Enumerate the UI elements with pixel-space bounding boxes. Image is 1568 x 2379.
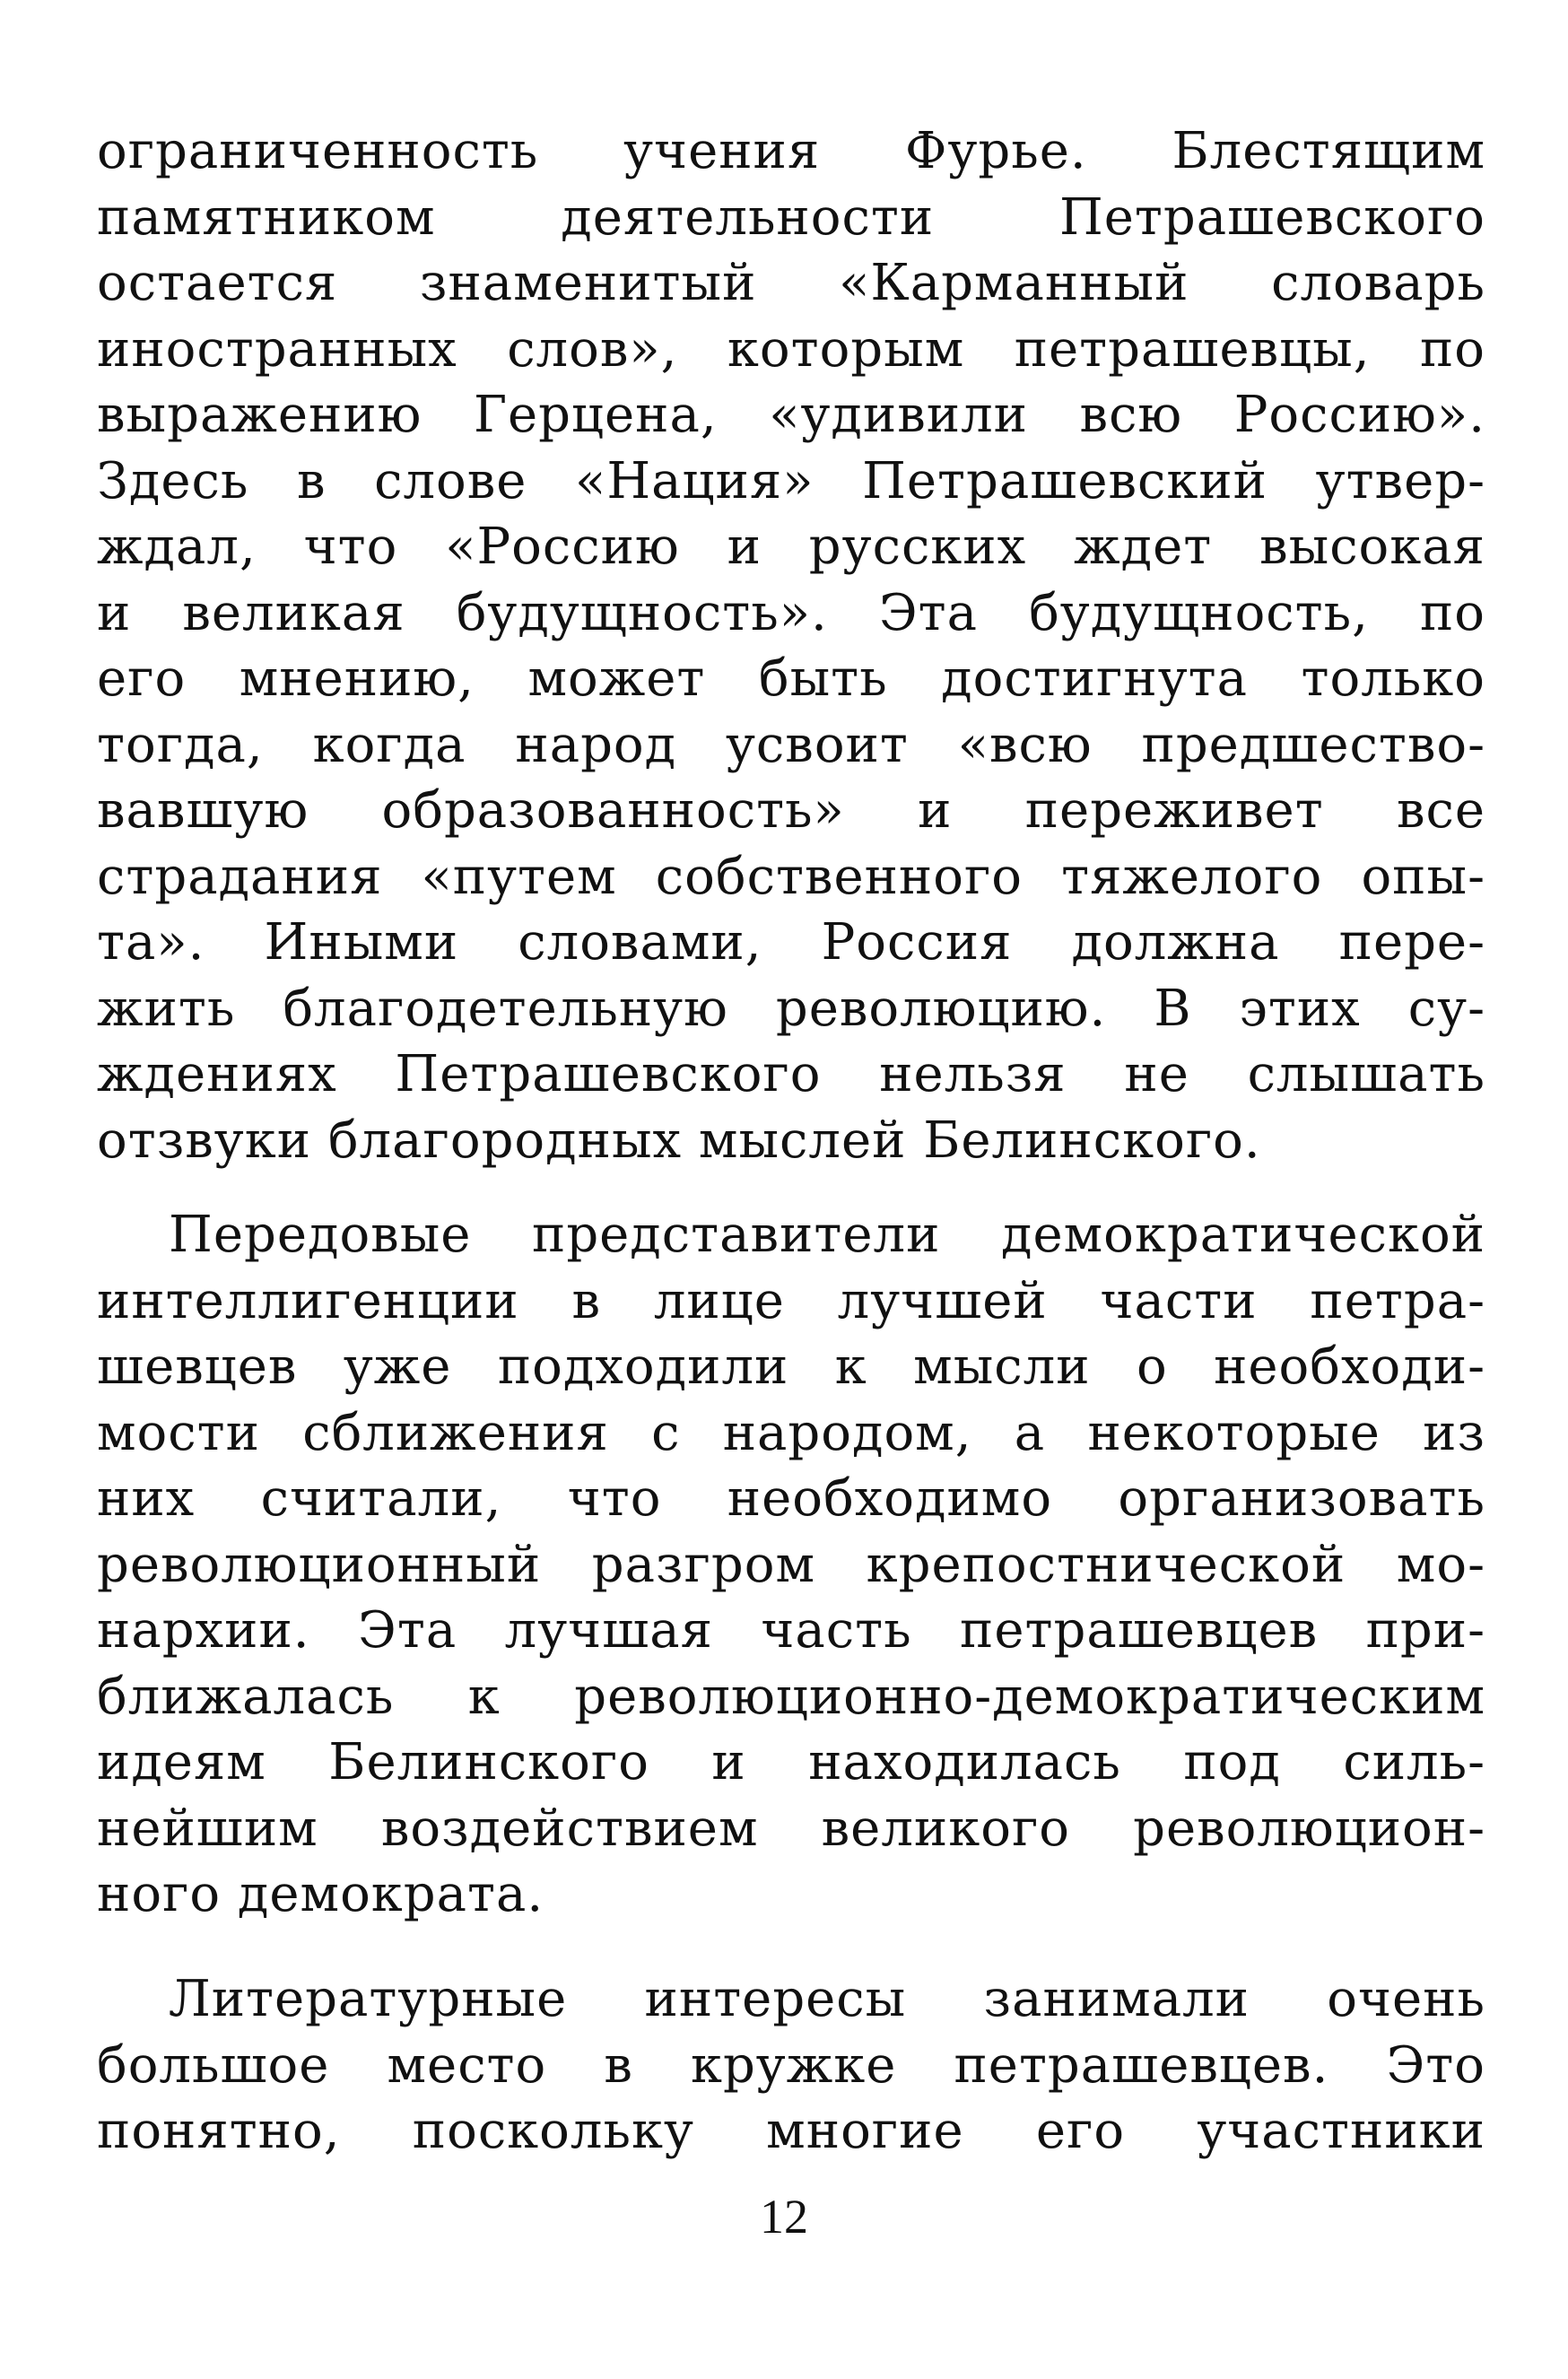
text-line: шевцев уже подходили к мысли о необходи- bbox=[97, 1338, 1485, 1396]
page-number: 12 bbox=[760, 2190, 808, 2244]
text-line: отзвуки благородных мыслей Белинского. bbox=[97, 1111, 1261, 1170]
text-line: большое место в кружке петрашевцев. Это bbox=[97, 2035, 1485, 2095]
text-line: его мнению, может быть достигнута только bbox=[97, 649, 1485, 708]
text-line: вавшую образованность» и переживет все bbox=[97, 781, 1485, 840]
text-line: и великая будущность». Эта будущность, по bbox=[97, 583, 1485, 642]
text-line: остается знаменитый «Карманный словарь bbox=[97, 254, 1485, 312]
text-line: них считали, что необходимо организовать bbox=[97, 1469, 1485, 1528]
text-line: нархии. Эта лучшая часть петрашевцев при- bbox=[97, 1601, 1485, 1660]
text-line: понятно, поскольку многие его участники bbox=[97, 2102, 1485, 2160]
text-line: ближалась к революционно-демократическим bbox=[97, 1667, 1485, 1726]
text-line: мости сближения с народом, а некоторые из bbox=[97, 1403, 1485, 1462]
text-line: идеям Белинского и находилась под силь- bbox=[97, 1733, 1485, 1791]
text-line: жить благодетельную революцию. В этих су- bbox=[97, 979, 1485, 1038]
text-line: нейшим воздействием великого революцион- bbox=[97, 1799, 1485, 1858]
paragraph bbox=[97, 1202, 1485, 1928]
paragraph-continuation bbox=[97, 118, 1485, 1173]
paragraph bbox=[97, 1966, 1485, 2165]
text-line: ограниченность учения Фурье. Блестящим bbox=[97, 122, 1485, 180]
text-line: интеллигенции в лице лучшей части петра- bbox=[97, 1271, 1485, 1330]
text-line: революционный разгром крепостнической мо- bbox=[97, 1535, 1485, 1594]
text-line: Литературные интересы занимали очень bbox=[169, 1970, 1485, 2028]
text-line: Здесь в слове «Нация» Петрашевский утвер- bbox=[97, 451, 1485, 510]
text-line: ждениях Петрашевского нельзя не слышать bbox=[97, 1045, 1485, 1103]
text-line: тогда, когда народ усвоит «всю предшество- bbox=[97, 715, 1485, 774]
text-line: памятником деятельности Петрашевского bbox=[97, 187, 1485, 247]
text-line: страдания «путем собственного тяжелого опы- bbox=[97, 847, 1485, 906]
text-line: ного демократа. bbox=[97, 1865, 544, 1923]
text-line: иностранных слов», которым петрашевцы, по bbox=[97, 319, 1485, 379]
text-line: Передовые представители демократической bbox=[169, 1206, 1485, 1264]
text-line: та». Иными словами, Россия должна пере- bbox=[97, 913, 1485, 972]
text-line: ждал, что «Россию и русских ждет высокая bbox=[97, 518, 1485, 576]
text-line: выражению Герцена, «удивили всю Россию». bbox=[97, 386, 1485, 444]
